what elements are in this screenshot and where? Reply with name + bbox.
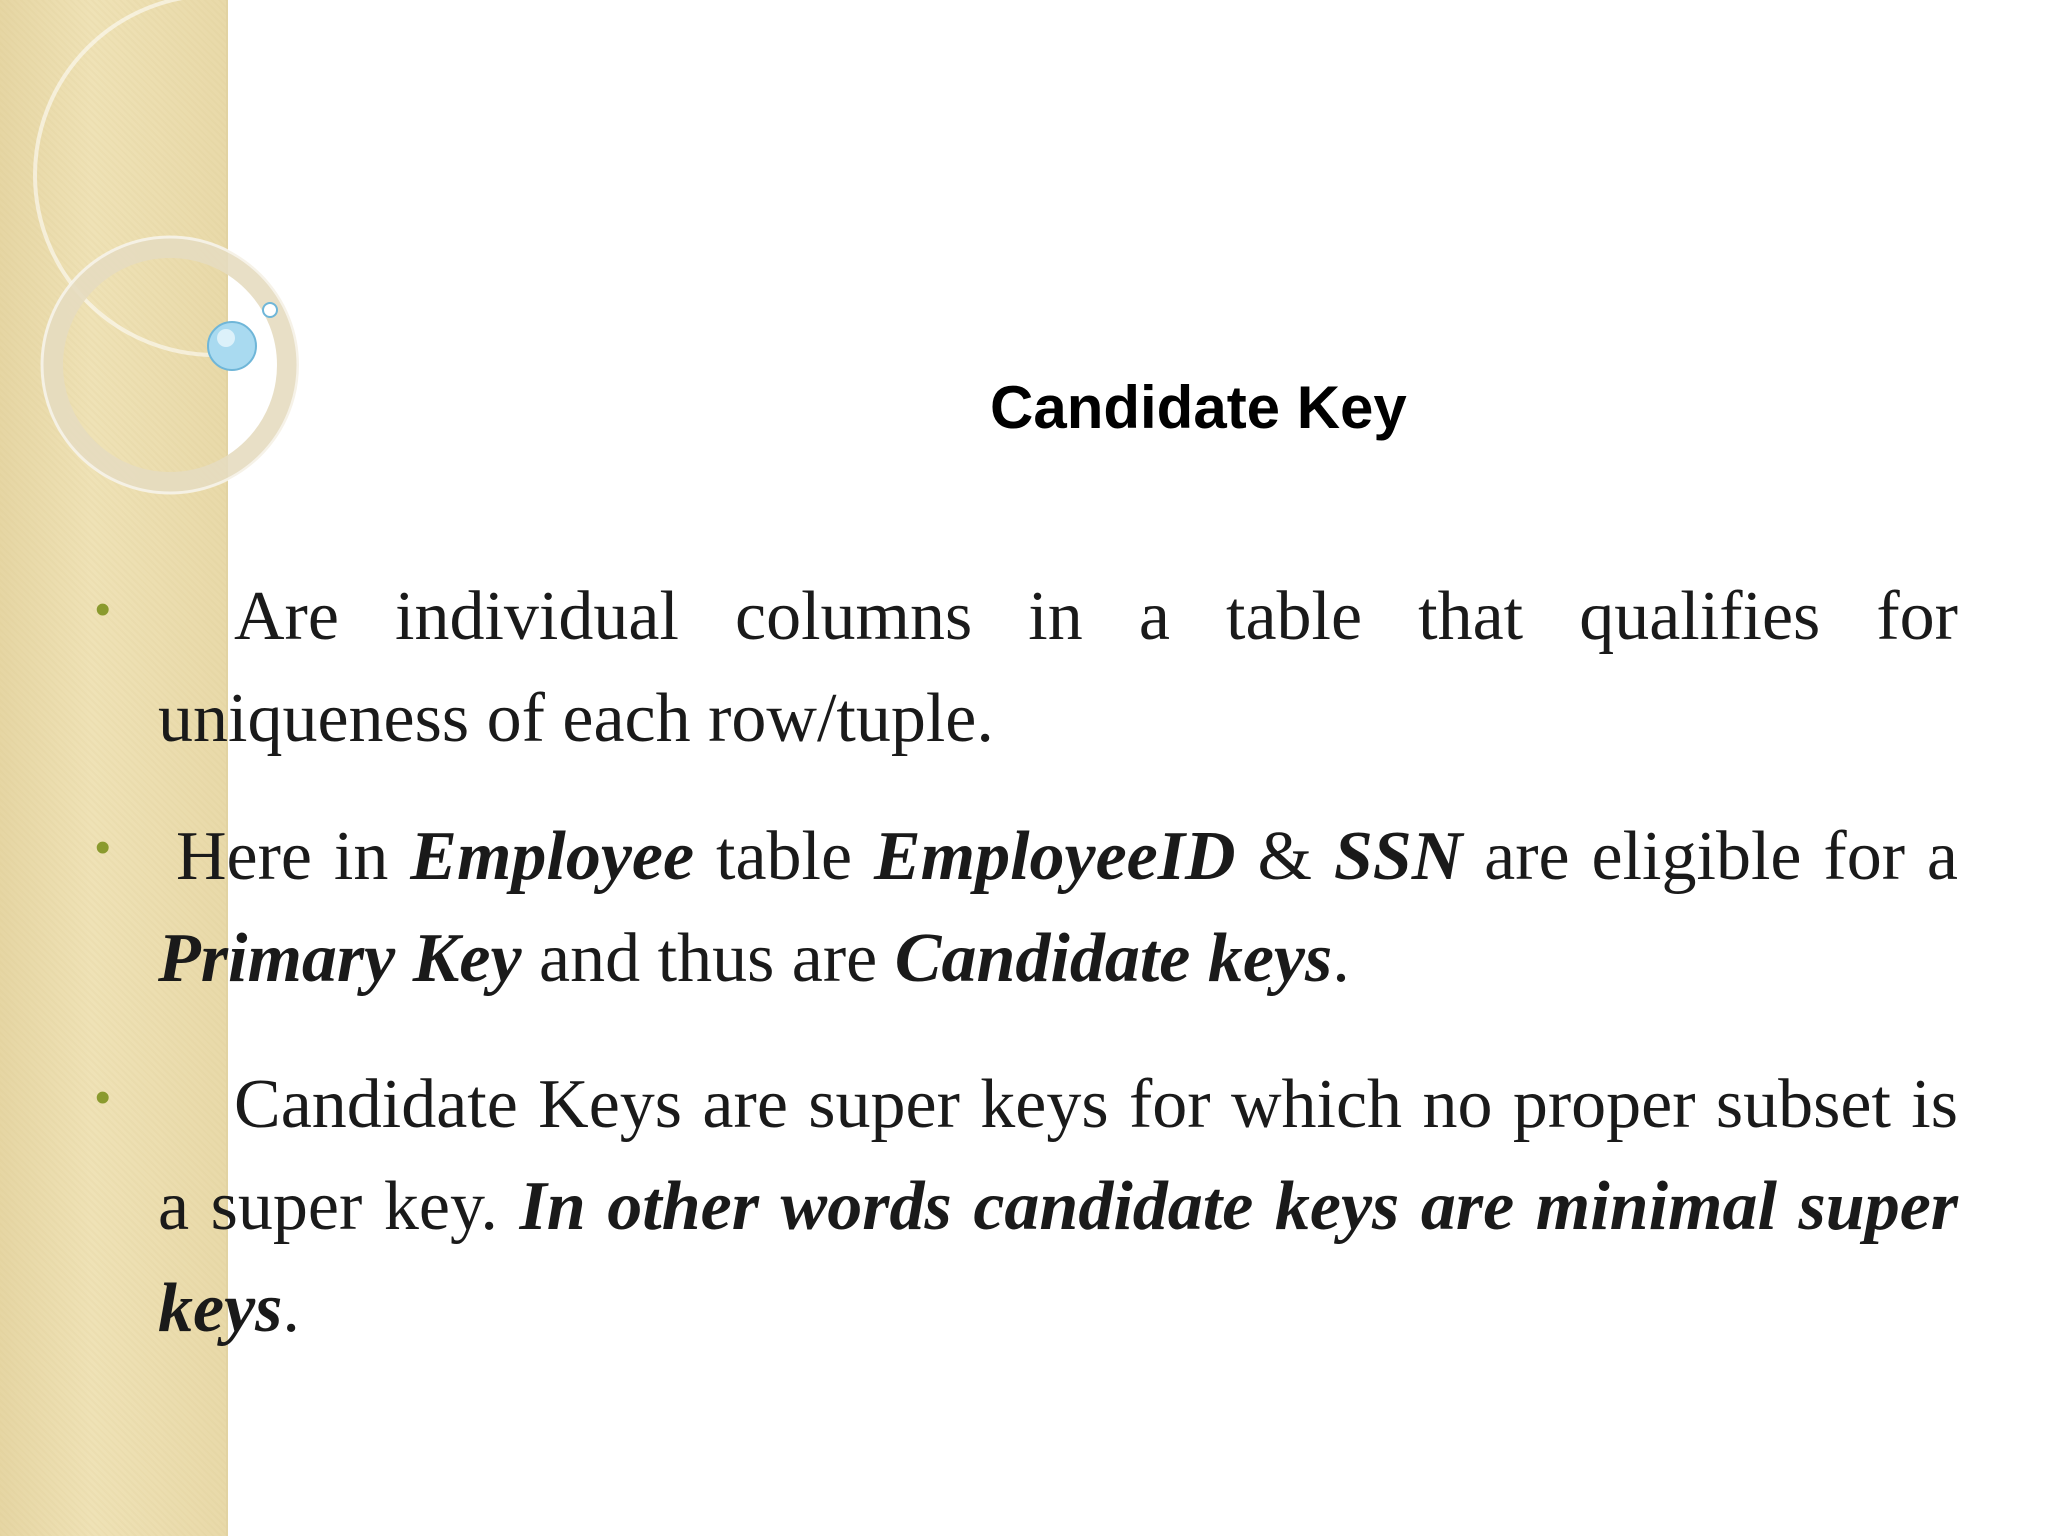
slide-title: Candidate Key xyxy=(990,374,1407,441)
medium-ring-highlight xyxy=(42,237,298,493)
bullet-3-run-3: . xyxy=(282,1270,300,1347)
bullet-1-text: Are individual columns in a table that qualifies for uniqueness of each row/tuple. xyxy=(158,578,1958,757)
bullet-marker-3: • xyxy=(95,1073,111,1122)
bullet-2-ssn-term: SSN xyxy=(1333,818,1463,895)
bullet-item-2 xyxy=(158,806,1958,1010)
bullet-3-emphasis: In other words candidate keys are minimal super keys xyxy=(158,1168,1958,1347)
bullet-marker-2: • xyxy=(95,823,111,872)
decorative-rings-graphic xyxy=(0,0,320,520)
bullet-2-run-7: are eligible for a xyxy=(1462,818,1958,895)
bubble-highlight xyxy=(217,329,235,347)
bullet-item-1 xyxy=(158,566,1958,770)
bullet-2-run-5: & xyxy=(1235,818,1334,895)
bubble-small-icon xyxy=(263,303,277,317)
bullet-2-run-1: Here in xyxy=(176,818,411,895)
bullet-2-primary-key-term: Primary Key xyxy=(158,920,522,997)
bullet-2-candidate-keys-term: Candidate keys xyxy=(894,920,1333,997)
bullet-2-run-11: . xyxy=(1332,920,1350,997)
bullet-2-employeeid-term: EmployeeID xyxy=(873,818,1236,895)
bullet-item-3 xyxy=(158,1054,1958,1360)
medium-ring-decor xyxy=(52,247,288,483)
bullet-3-run-1: Candidate Keys are super keys for which no proper subset is a super key. xyxy=(158,1066,1958,1245)
bullet-2-run-3: table xyxy=(694,818,874,895)
bullet-2-employee-term: Employee xyxy=(410,818,695,895)
bubble-large-icon xyxy=(208,322,256,370)
bullet-2-run-9: and thus are xyxy=(521,920,895,997)
bullet-marker-1: • xyxy=(95,585,111,634)
